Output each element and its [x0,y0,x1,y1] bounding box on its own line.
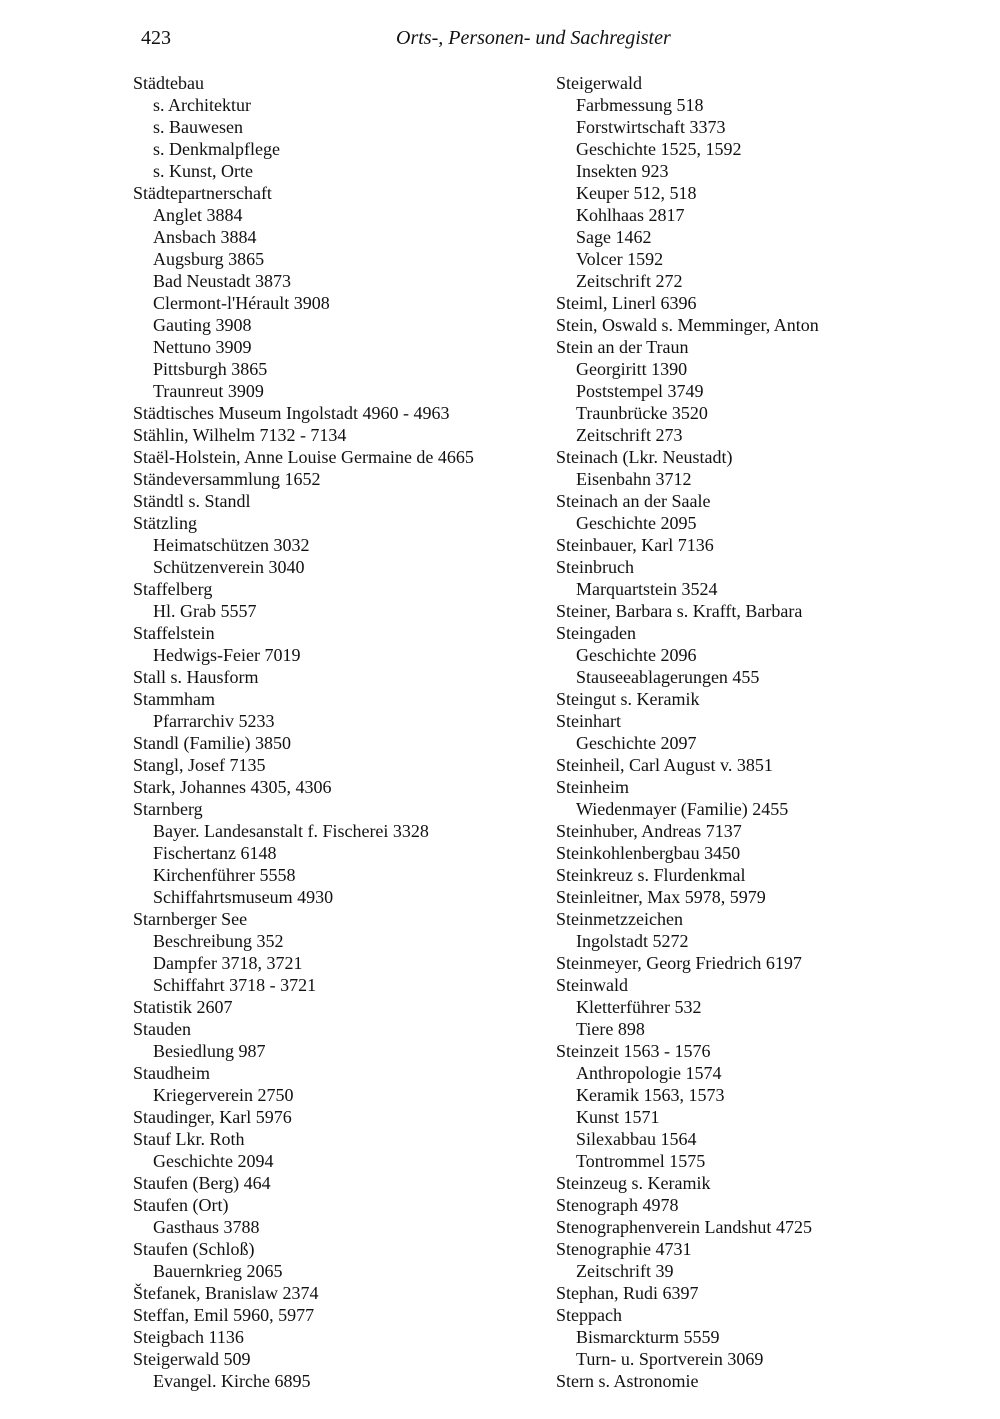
index-entry: Städtepartnerschaft [133,183,272,203]
index-entry: Stephan, Rudi 6397 [556,1283,699,1303]
index-entry: Stern s. Astronomie [556,1371,699,1391]
index-subentry: Anglet 3884 [153,205,243,225]
index-subentry: Kirchenführer 5558 [153,865,296,885]
index-subentry: Traunbrücke 3520 [576,403,708,423]
index-entry: Stammham [133,689,215,709]
index-entry: Steinmeyer, Georg Friedrich 6197 [556,953,802,973]
index-subentry: Kriegerverein 2750 [153,1085,294,1105]
index-entry: Stauf Lkr. Roth [133,1129,245,1149]
index-entry: Staudheim [133,1063,210,1083]
index-subentry: Hedwigs-Feier 7019 [153,645,301,665]
index-subentry: Tontrommel 1575 [576,1151,706,1171]
index-subentry: Ansbach 3884 [153,227,257,247]
index-subentry: Evangel. Kirche 6895 [153,1371,311,1391]
index-subentry: Heimatschützen 3032 [153,535,310,555]
index-subentry: s. Architektur [153,95,251,115]
index-entry: Steinkreuz s. Flurdenkmal [556,865,746,885]
index-subentry: Wiedenmayer (Familie) 2455 [576,799,789,819]
index-subentry: Turn- u. Sportverein 3069 [576,1349,764,1369]
index-subentry: Beschreibung 352 [153,931,284,951]
index-subentry: Forstwirtschaft 3373 [576,117,726,137]
index-subentry: Zeitschrift 273 [576,425,683,445]
index-subentry: Bayer. Landesanstalt f. Fischerei 3328 [153,821,429,841]
index-entry: Stenograph 4978 [556,1195,679,1215]
index-entry: Steinzeug s. Keramik [556,1173,711,1193]
index-entry: Städtisches Museum Ingolstadt 4960 - 4963 [133,403,450,423]
index-subentry: Zeitschrift 39 [576,1261,674,1281]
index-subentry: Poststempel 3749 [576,381,704,401]
index-entry: Steinheil, Carl August v. 3851 [556,755,773,775]
index-subentry: Georgiritt 1390 [576,359,688,379]
index-entry: Stein an der Traun [556,337,689,357]
index-entry: Stenographenverein Landshut 4725 [556,1217,812,1237]
index-subentry: Tiere 898 [576,1019,645,1039]
index-column-right [556,72,976,1392]
index-subentry: Schiffahrtsmuseum 4930 [153,887,334,907]
index-subentry: Nettuno 3909 [153,337,252,357]
index-entry: Stall s. Hausform [133,667,259,687]
index-entry: Staffelberg [133,579,213,599]
index-subentry: Clermont-l'Hérault 3908 [153,293,330,313]
index-entry: Steinach (Lkr. Neustadt) [556,447,733,467]
index-subentry: Kletterführer 532 [576,997,702,1017]
index-subentry: Geschichte 2095 [576,513,697,533]
index-subentry: Schiffahrt 3718 - 3721 [153,975,317,995]
index-subentry: Gauting 3908 [153,315,252,335]
index-entry: Stangl, Josef 7135 [133,755,266,775]
index-entry: Stein, Oswald s. Memminger, Anton [556,315,819,335]
page-number: 423 [141,27,171,49]
index-entry: Starnberger See [133,909,248,929]
index-entry: Staël-Holstein, Anne Louise Germaine de 4665 [133,447,474,467]
index-entry: Städtebau [133,73,204,93]
index-entry: Staufen (Ort) [133,1195,229,1215]
index-entry: Stätzling [133,513,197,533]
index-subentry: Schützenverein 3040 [153,557,305,577]
index-subentry: s. Kunst, Orte [153,161,253,181]
index-subentry: Stauseeablagerungen 455 [576,667,760,687]
index-entry: Steinkohlenbergbau 3450 [556,843,741,863]
index-entry: Stark, Johannes 4305, 4306 [133,777,332,797]
index-entry: Steigerwald [556,73,642,93]
index-entry: Steinhart [556,711,621,731]
index-subentry: s. Bauwesen [153,117,243,137]
index-entry: Steinwald [556,975,628,995]
index-subentry: Fischertanz 6148 [153,843,277,863]
index-column-left [133,72,533,1392]
index-entry: Steingut s. Keramik [556,689,700,709]
index-entry: Ständtl s. Standl [133,491,251,511]
index-entry: Stenographie 4731 [556,1239,692,1259]
index-entry: Stählin, Wilhelm 7132 - 7134 [133,425,347,445]
index-entry: Staufen (Schloß) [133,1239,255,1259]
index-subentry: Pittsburgh 3865 [153,359,268,379]
index-subentry: Anthropologie 1574 [576,1063,722,1083]
index-entry: Steinbruch [556,557,634,577]
index-entry: Stauden [133,1019,191,1039]
index-subentry: Kohlhaas 2817 [576,205,685,225]
index-subentry: Geschichte 2094 [153,1151,274,1171]
index-subentry: Ingolstadt 5272 [576,931,689,951]
index-subentry: Insekten 923 [576,161,669,181]
index-subentry: Farbmessung 518 [576,95,704,115]
index-subentry: Dampfer 3718, 3721 [153,953,303,973]
index-subentry: Marquartstein 3524 [576,579,718,599]
index-subentry: Keramik 1563, 1573 [576,1085,725,1105]
index-subentry: Sage 1462 [576,227,652,247]
index-subentry: Gasthaus 3788 [153,1217,260,1237]
index-entry: Staudinger, Karl 5976 [133,1107,292,1127]
index-subentry: Bismarckturm 5559 [576,1327,720,1347]
index-subentry: Geschichte 1525, 1592 [576,139,742,159]
index-subentry: Bauernkrieg 2065 [153,1261,283,1281]
index-entry: Steiner, Barbara s. Krafft, Barbara [556,601,803,621]
index-entry: Starnberg [133,799,203,819]
index-subentry: Silexabbau 1564 [576,1129,697,1149]
index-subentry: Pfarrarchiv 5233 [153,711,275,731]
index-subentry: s. Denkmalpflege [153,139,280,159]
index-subentry: Volcer 1592 [576,249,664,269]
index-entry: Steigerwald 509 [133,1349,251,1369]
index-subentry: Eisenbahn 3712 [576,469,692,489]
index-entry: Steinleitner, Max 5978, 5979 [556,887,766,907]
index-entry: Steinbauer, Karl 7136 [556,535,714,555]
index-entry: Steinheim [556,777,629,797]
index-entry: Statistik 2607 [133,997,233,1017]
index-subentry: Geschichte 2096 [576,645,697,665]
index-subentry: Geschichte 2097 [576,733,697,753]
index-subentry: Augsburg 3865 [153,249,265,269]
index-entry: Steinach an der Saale [556,491,711,511]
index-entry: Steppach [556,1305,622,1325]
index-entry: Staufen (Berg) 464 [133,1173,271,1193]
index-entry: Steinzeit 1563 - 1576 [556,1041,711,1061]
running-title: Orts-, Personen- und Sachregister [396,27,671,49]
index-subentry: Besiedlung 987 [153,1041,266,1061]
index-subentry: Hl. Grab 5557 [153,601,257,621]
index-subentry: Keuper 512, 518 [576,183,697,203]
index-entry: Staffelstein [133,623,215,643]
index-subentry: Traunreut 3909 [153,381,264,401]
index-subentry: Bad Neustadt 3873 [153,271,291,291]
index-entry: Steigbach 1136 [133,1327,244,1347]
index-entry: Steinmetzzeichen [556,909,683,929]
index-subentry: Kunst 1571 [576,1107,660,1127]
index-entry: Štefanek, Branislaw 2374 [133,1283,319,1303]
index-entry: Steinhuber, Andreas 7137 [556,821,742,841]
index-entry: Steffan, Emil 5960, 5977 [133,1305,315,1325]
index-entry: Steingaden [556,623,636,643]
index-entry: Standl (Familie) 3850 [133,733,291,753]
index-entry: Ständeversammlung 1652 [133,469,321,489]
index-subentry: Zeitschrift 272 [576,271,683,291]
index-entry: Steiml, Linerl 6396 [556,293,697,313]
